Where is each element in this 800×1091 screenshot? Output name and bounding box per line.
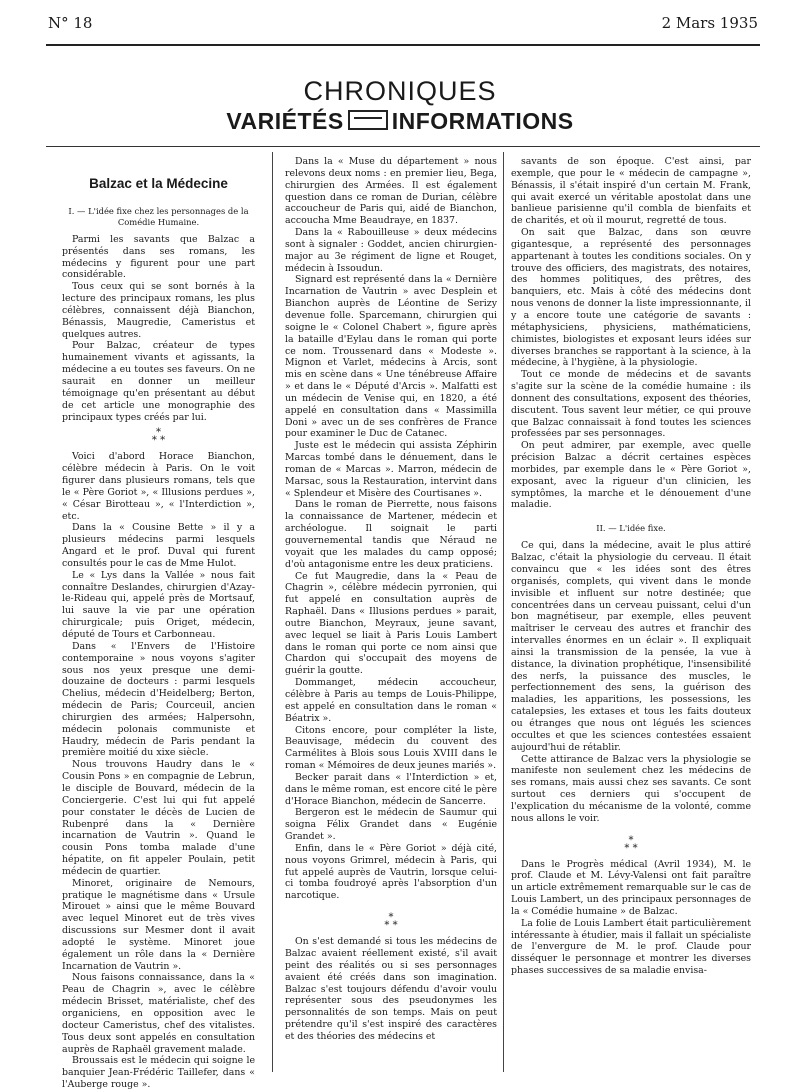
paragraphs: [511, 156, 751, 511]
paragraph: Citons encore, pour compléter la liste, Beauvisage, médecin du couvent des Carmélites à Blois sous Louis XVIII dans le roman « Mémoires de deux jeunes mariés ».: [285, 724, 497, 772]
paragraphs: [285, 936, 497, 1043]
paragraph: Voici d'abord Horace Bianchon, célèbre médecin à Paris. On le voit figurer dans plusieurs romans, tels que le « Père Goriot », « Illusions perdues », « César Birotteau », « l'Interdiction », etc.: [62, 451, 255, 522]
paragraph: Signard est représenté dans la « Dernière Incarnation de Vautrin » avec Desplein et Bianchon auprès de Léontine de Serizy devenue folle. Sparcemann, chirurgien qui soigne le « Colonel Chabert », figure après la bataille d'Eylau dans le roman qui porte ce nom. Troussenard dans « Modeste ». Mignon et Varlet, médecins à Arcis, sont mis en scène dans « Une ténébreuse Affaire » et dans le « Député d'Arcis ». Malfatti est un médecin de Venise qui, en 1820, a été appelé en consultation dans « Massimilla Doni » avec un de ses confrères de France pour examiner le Duc de Catanec.: [285, 274, 497, 440]
paragraph: Nous trouvons Haudry dans le « Cousin Pons » en compagnie de Lebrun, le disciple de Bouvard, médecin de la Conciergerie. C'est lui qui fut appelé pour constater le décès de Lucien de Rubenpré dans la « Dernière incarnation de Vautrin ». Quand le cousin Pons tomba malade d'une hépatite, on fit appeler Poulain, petit médecin de quartier.: [62, 759, 255, 877]
asterism: * * *: [384, 912, 398, 932]
column-1: [62, 156, 255, 1091]
section-heading-1: I. — L'idée fixe chez les personnages de la Comédie Humaine.: [68, 205, 249, 227]
paragraph: Minoret, originaire de Nemours, pratique le magnétisme dans « Ursule Mirouet » ainsi que le même Bouvard avec lequel Minoret eut de très vives discussions sur Mesmer dont il avait adopté le système. Minoret joue également un rôle dans la « Dernière Incarnation de Vautrin ».: [62, 877, 255, 972]
top-rule: [46, 44, 760, 46]
column-3: [511, 156, 751, 977]
paragraph: Bergeron est le médecin de Saumur qui soigna Félix Grandet dans « Eugénie Grandet ».: [285, 807, 497, 843]
paragraph: Dommanget, médecin accoucheur, célèbre à Paris au temps de Louis-Philippe, est appelé en consultation dans le roman « Béatrix ».: [285, 677, 497, 724]
section-title-chroniques: CHRONIQUES: [303, 76, 497, 106]
paragraph: Cette attirance de Balzac vers la physiologie se manifeste non seulement chez les médecins de ses romans, mais aussi chez ses savants. Ce sont surtout ces derniers qui s'occupent de l'explication du mécanisme de la volonté, comme nous allons le voir.: [511, 753, 751, 824]
paragraph: On peut admirer, par exemple, avec quelle précision Balzac a décrit certaines espèces morbides, par exemple dans le « Père Goriot », exposant, avec la rigueur d'un clinicien, les symptômes, la marche et le dénouement d'une maladie.: [511, 440, 751, 511]
section-heading-2: II. — L'idée fixe.: [596, 523, 666, 534]
paragraphs: [285, 156, 497, 902]
header-rule: [46, 146, 760, 147]
paragraph: Dans la « Rabouilleuse » deux médecins sont à signaler : Goddet, ancien chirurgien-major au 3e régiment de ligne et Rouget, médecin à Issoudun.: [285, 227, 497, 274]
paragraphs: [62, 451, 255, 1091]
paragraph: Juste est le médecin qui assista Zéphirin Marcas tombé dans le dénuement, dans le roman de « Marcas ». Marron, médecin de Marsac, sous la Restauration, intervint dans « Splendeur et Misère des Courtisanes ».: [285, 440, 497, 499]
paragraph: Parmi les savants que Balzac a présentés dans ses romans, les médecins y figurent pour une part considérable.: [62, 233, 255, 281]
paragraph: Dans « l'Envers de l'Histoire contemporaine » nous voyons s'agiter sous nos yeux presque une demi-douzaine de docteurs : parmi lesquels Chelius, médecin d'Heidelberg; Berton, médecin de Paris; Courceuil, ancien chirurgien des armées; Halpersohn, médecin polonais communiste et Haudry, médecin de Paris pendant la première moitié du xixe siècle.: [62, 640, 255, 759]
paragraph: Ce fut Maugredie, dans la « Peau de Chagrin », célèbre médecin pyrronien, qui fut appelé en consultation auprès de Raphaël. Dans « Illusions perdues » parait, outre Bianchon, Meyraux, jeune savant, avec lequel se liait à Paris Louis Lambert dans le roman qui porte ce nom ainsi que Chardon qui s'occupait des moyens de guérir la goutte.: [285, 570, 497, 677]
paragraph: Becker parait dans « l'Interdiction » et, dans le même roman, est encore cité le père d'Horace Bianchon, médecin de Sancerre.: [285, 771, 497, 807]
paragraph: Dans la « Cousine Bette » il y a plusieurs médecins parmi lesquels Angard et le prof. Duval qui furent consultés pour le cas de Mme Hulot.: [62, 522, 255, 569]
paragraph: Enfin, dans le « Père Goriot » déjà cité, nous voyons Grimrel, médecin à Paris, qui fut appelé auprès de Vautrin, lorsque celui-ci tomba foudroyé après l'absorption d'un narcotique.: [285, 842, 497, 902]
ornament-icon: [348, 110, 388, 130]
subtitle-informations: INFORMATIONS: [391, 108, 574, 134]
column-divider: [272, 152, 273, 1072]
paragraph: Pour Balzac, créateur de types humainement vivants et agissants, la médecine a eu toutes ses faveurs. On ne saurait en donner un meilleur témoignage qu'en présentant au début de cet article une monographie des principaux types créés par lui.: [62, 340, 255, 423]
article-title: Balzac et la Médecine: [89, 176, 228, 191]
paragraph: On s'est demandé si tous les médecins de Balzac avaient réellement existé, s'il avait peint des réalités ou si ses personnages avaient été créés dans son imagination. Balzac s'est toujours défendu d'avoir voulu représenter sous des pseudonymes les personnalités de son temps. Mais on peut prétendre qu'il s'est inspiré des caractères et des théories des médecins et: [285, 936, 497, 1042]
section-subtitle: [0, 108, 800, 135]
asterism: * * *: [624, 834, 638, 854]
asterism: * * *: [151, 427, 166, 447]
subtitle-varietes: VARIÉTÉS: [226, 108, 344, 134]
issue-date: 2 Mars 1935: [661, 14, 758, 32]
paragraph: Le « Lys dans la Vallée » nous fait connaître Deslandes, chirurgien d'Azay-le-Rideau qui, appelé près de Mortsauf, lui sauve la vie par une opération chirurgicale; puis Origet, médecin, député de Tours et Carbonneau.: [62, 569, 255, 640]
paragraphs: [511, 859, 751, 977]
paragraph: Dans la « Muse du département » nous relevons deux noms : en premier lieu, Bega, chirurgien des Armées. Il est également question dans ce roman de Durian, célèbre accoucheur de Paris qui, aidé de Bianchon, accoucha Mme Beaudraye, en 1837.: [285, 156, 497, 227]
paragraph: Tous ceux qui se sont bornés à la lecture des principaux romans, les plus célèbres, connaissent déjà Bianchon, Bénassis, Maugredie, Cameristus et quelques autres.: [62, 281, 255, 340]
paragraphs: [511, 540, 751, 824]
paragraph: savants de son époque. C'est ainsi, par exemple, que pour le « médecin de campagne », Bénassis, il s'était inspiré d'un certain M. Frank, qui avait exercé un véritable apostolat dans une banlieue parisienne qu'il combla de bienfaits et de charités, et où il mourut, regretté de tous.: [511, 156, 751, 227]
paragraph: On sait que Balzac, dans son œuvre gigantesque, a représenté des personnages appartenant à toutes les conditions sociales. On y trouve des officiers, des magistrats, des notaires, des hommes politiques, des prêtres, des banquiers, etc. Mais à côté des médecins dont nous venons de donner la liste impressionnante, il y a encore toute une catégorie de savants : métaphysiciens, physiciens, mathématiciens, chimistes, biologistes et exposant leurs idées sur diverses branches se rapportant à la science, à la médecine, à l'hygiène, à la physiologie.: [511, 227, 751, 369]
paragraph: Broussais est le médecin qui soigne le banquier Jean-Frédéric Taillefer, dans « l'Auberge rouge ».: [62, 1055, 255, 1091]
paragraph: La folie de Louis Lambert était particulièrement intéressante à étudier, mais il fallait un spécialiste de l'envergure de M. le prof. Claude pour disséquer le personnage et montrer les diverses phases successives de sa maladie envisa-: [511, 917, 751, 977]
paragraphs: [62, 234, 255, 424]
column-2: [285, 156, 497, 1043]
paragraph: Dans le roman de Pierrette, nous faisons la connaissance de Martener, médecin et archéologue. Il soignait le parti gouvernemental tandis que Néraud ne voyait que les malades du camp opposé; d'où antagonisme entre les deux praticiens.: [285, 499, 497, 570]
issue-number: N° 18: [48, 14, 93, 32]
column-divider: [503, 152, 504, 1072]
paragraph: Dans le Progrès médical (Avril 1934), M. le prof. Claude et M. Lévy-Valensi ont fait paraître un article extrêmement remarquable sur le cas de Louis Lambert, un des principaux personnages de la « Comédie humaine » de Balzac.: [511, 858, 751, 917]
paragraph: Tout ce monde de médecins et de savants s'agite sur la scène de la comédie humaine : ils donnent des consultations, exposent des théories, discutent. Tous savent leur métier, ce qui prouve que Balzac connaissait à fond toutes les sciences professées par ses personnages.: [511, 369, 751, 440]
paragraph: Ce qui, dans la médecine, avait le plus attiré Balzac, c'était la physiologie du cerveau. Il était convaincu que « les idées sont des êtres organisés, complets, qui vivent dans le monde invisible et influent sur notre destinée; que concentrées dans un cerveau puissant, celui d'un bon magnétiseur, par exemple, elles peuvent maîtriser le cerveau des autres et franchir des intervalles énormes en un éclair ». Il expliquait ainsi la transmission de la pensée, la vue à distance, la divination prophétique, l'insensibilité des nerfs, la puissance des muscles, le perfectionnement des sens, la guérison des maladies, les apparitions, les possessions, les catalepsies, les extases et tous les faits douteux ou étranges que nous ont légués les sciences occultes et que les sciences contestées essaient aujourd'hui de rétablir.: [511, 540, 751, 753]
paragraph: Nous faisons connaissance, dans la « Peau de Chagrin », avec le célèbre médecin Brisset, matérialiste, chef des organiciens, en opposition avec le docteur Cameristus, chef des vitalistes. Tous deux sont appelés en consultation auprès de Raphaël gravement malade.: [62, 972, 255, 1055]
